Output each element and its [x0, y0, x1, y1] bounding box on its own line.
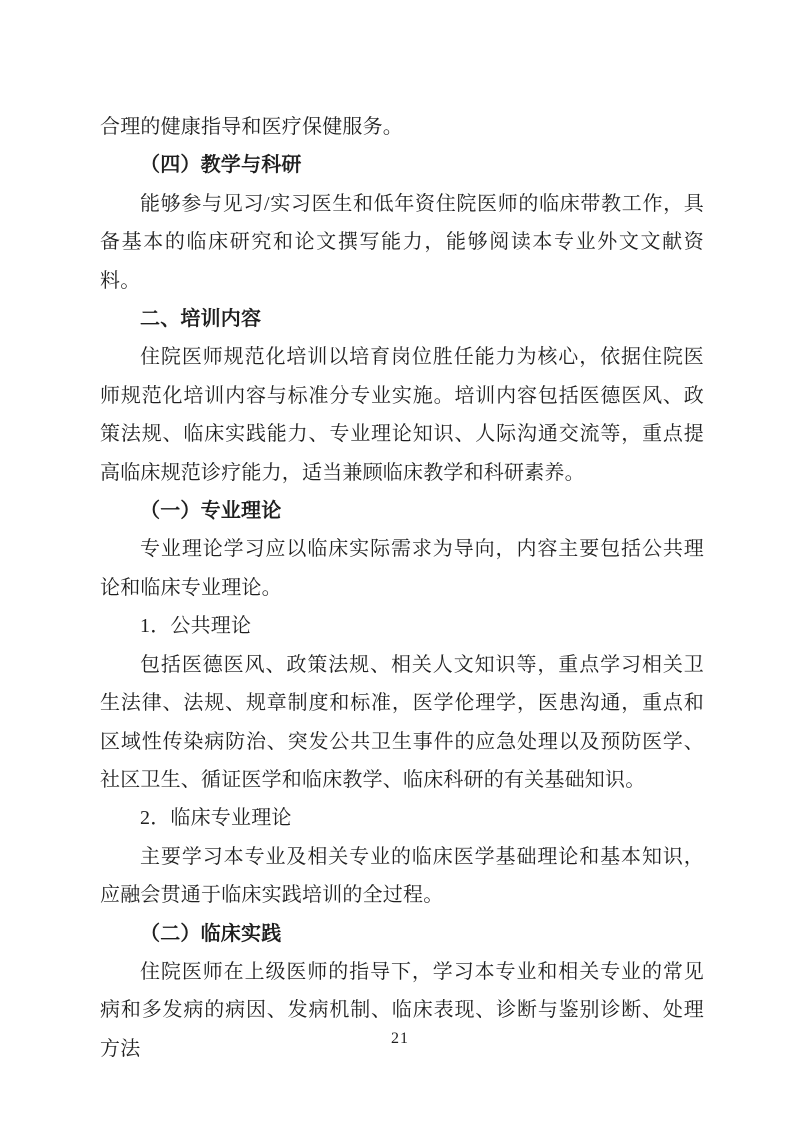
paragraph: 住院医师在上级医师的指导下，学习本专业和相关专业的常见病和多发病的病因、发病机制、临床表现、诊断与鉴别诊断、处理方法 [100, 960, 704, 1060]
numbered-subheading: 2．临床专业理论 [140, 807, 292, 830]
paragraph: 住院医师规范化培训以培育岗位胜任能力为核心，依据住院医师规范化培训内容与标准分专业实施。培训内容包括医德医风、政策法规、临床实践能力、专业理论知识、人际沟通交流等，重点提高临床规范诊疗能力，适当兼顾临床教学和科研素养。 [100, 346, 704, 484]
paragraph: 专业理论学习应以临床实际需求为导向，内容主要包括公共理论和临床专业理论。 [100, 538, 704, 599]
section-heading: （四）教学与科研 [140, 154, 302, 177]
paragraph: 能够参与见习/实习医生和低年资住院医师的临床带教工作，具备基本的临床研究和论文撰写能力，能够阅读本专业外文文献资料。 [100, 192, 704, 292]
paragraph: 主要学习本专业及相关专业的临床医学基础理论和基本知识，应融会贯通于临床实践培训的全过程。 [100, 845, 704, 907]
document-body [100, 108, 704, 1068]
page-footer [0, 1030, 800, 1048]
section-heading: （一）专业理论 [140, 500, 282, 523]
section-heading: （二）临床实践 [140, 922, 282, 945]
paragraph: 包括医德医风、政策法规、相关人文知识等，重点学习相关卫生法律、法规、规章制度和标准，医学伦理学，医患沟通，重点和区域性传染病防治、突发公共卫生事件的应急处理以及预防医学、社区卫生、循证医学和临床教学、临床科研的有关基础知识。 [100, 653, 704, 791]
paragraph: 合理的健康指导和医疗保健服务。 [100, 116, 403, 138]
section-heading: 二、培训内容 [140, 308, 262, 331]
numbered-subheading: 1．公共理论 [140, 615, 252, 638]
page-number: 21 [391, 1030, 409, 1047]
